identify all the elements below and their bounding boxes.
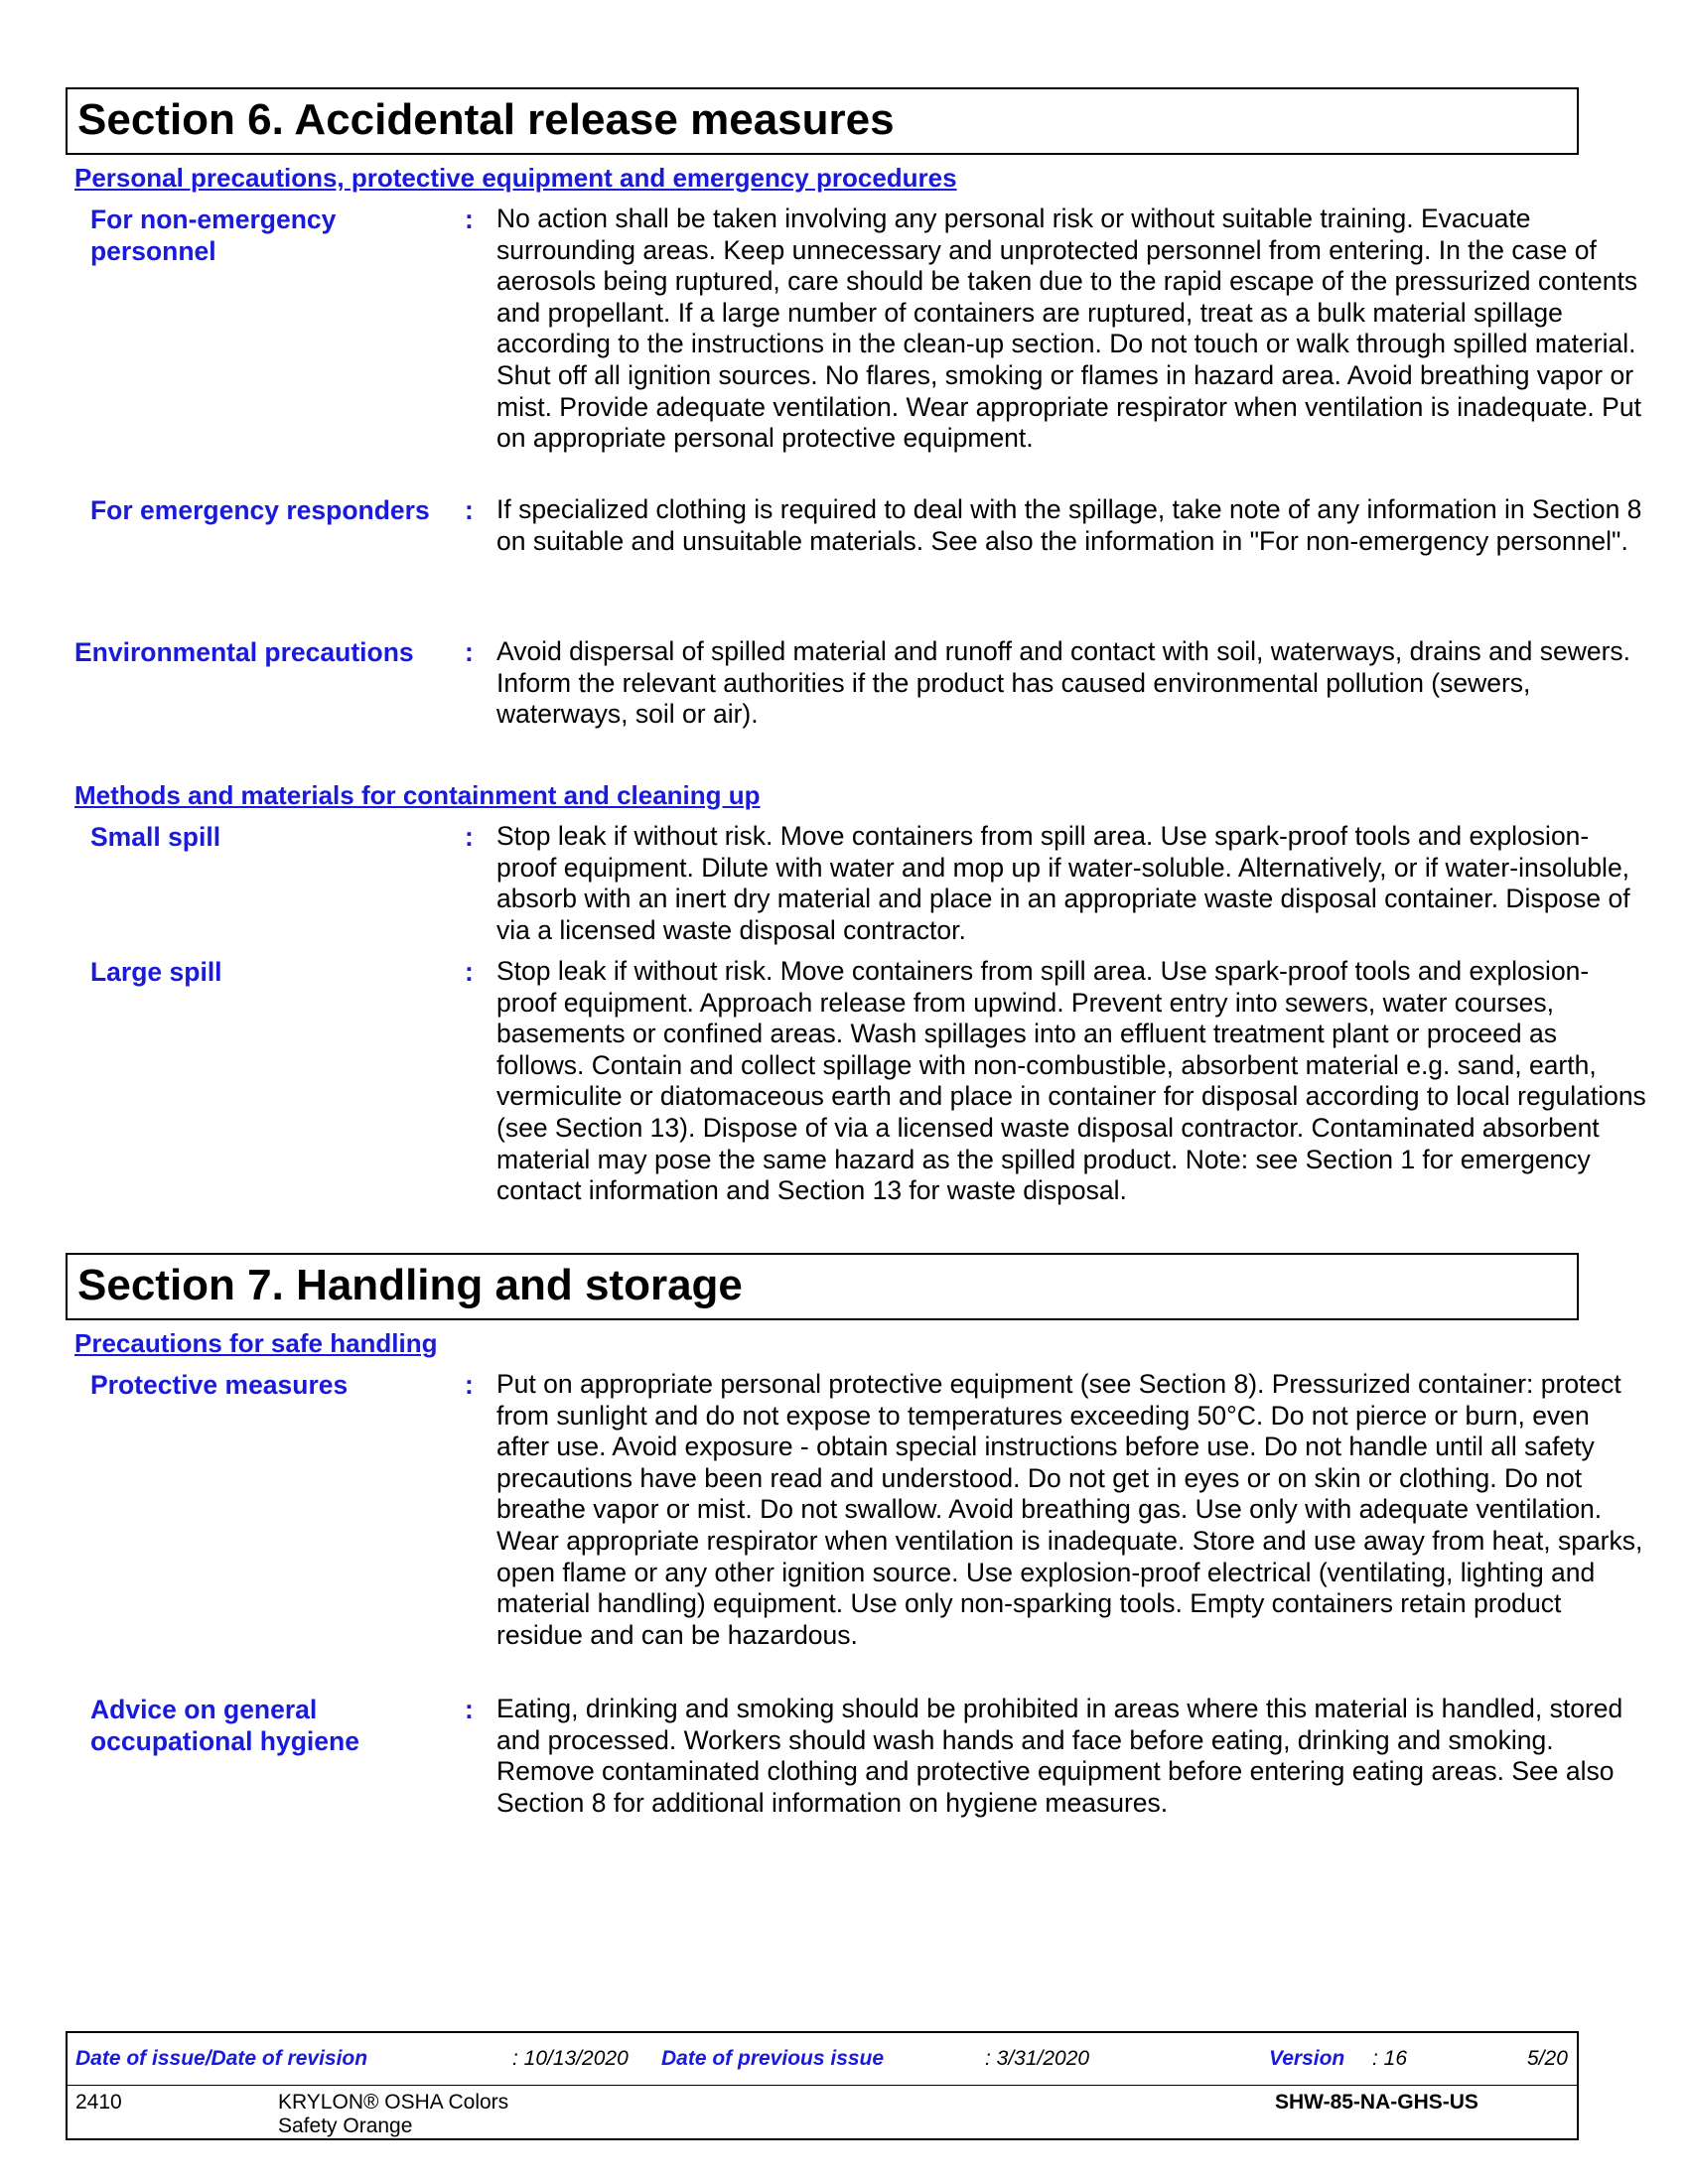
previous-issue-label: Date of previous issue [661, 2047, 885, 2070]
methods-heading: Methods and materials for containment and cleaning up [74, 780, 761, 810]
hygiene-text: Eating, drinking and smoking should be prohibited in areas where this material is handled, stored and processed. Workers should wash hands and face before eating, drinking and smoking. Remove contaminated clothing and protective equipment before entering eating areas. See also Section 8 for additional information on hygiene measures. [496, 1694, 1623, 1818]
product-code: 2410 [75, 2091, 122, 2114]
large-spill-label: Large spill [90, 957, 222, 987]
precautions-heading: Precautions for safe handling [74, 1328, 438, 1358]
large-spill-text: Stop leak if without risk. Move containers from spill area. Use spark-proof tools and explosion-proof equipment. Approach release from upwind. Prevent entry into sewers, water courses, basements or confined areas. Wash spillages into an effluent treatment plant or proceed as follows. Contain and collect spillage with non-combustible, absorbent material e.g. sand, earth, vermiculite or diatomaceous earth and place in container for disposal according to local regulations (see Section 13). Dispose of via a licensed waste disposal contractor. Contaminated absorbent material may pose the same hazard as the spilled product. Note: see Section 1 for emergency contact information and Section 13 for waste disposal. [496, 956, 1646, 1206]
colon: : [465, 957, 474, 987]
emergency-responders-text: If specialized clothing is required to deal with the spillage, take note of any information in Section 8 on suitable and unsuitable materials. See also the information in "For non-emergency personnel". [496, 494, 1642, 556]
non-emergency-text: No action shall be taken involving any personal risk or without suitable training. Evacuate surrounding areas. Keep unnecessary and unprotected personnel from entering. In the case of aerosols being ruptured, care should be taken due to the rapid escape of the pressurized contents and propellant. If a large number of containers are ruptured, treat as a bulk material spillage according to the instructions in the clean-up section. Do not touch or walk through spilled material. Shut off all ignition sources. No flares, smoking or flames in hazard area. Avoid breathing vapor or mist. Provide adequate ventilation. Wear appropriate respirator when ventilation is inadequate. Put on appropriate personal protective equipment. [496, 204, 1641, 454]
section-6-title: Section 6. Accidental release measures [77, 95, 895, 144]
colon: : [465, 637, 474, 667]
colon: : [465, 1695, 474, 1724]
colon: : [465, 495, 474, 525]
previous-issue-value: : 3/31/2020 [985, 2047, 1090, 2070]
protective-measures-text: Put on appropriate personal protective equipment (see Section 8). Pressurized container: protect from sunlight and do not expose to temperatures exceeding 50°C. Do not pierce or burn, even after use. Avoid exposure - obtain special instructions before use. Do not handle until all safety precautions have been read and understood. Do not get in eyes or on skin or clothing. Do not breathe vapor or mist. Do not swallow. Avoid breathing gas. Use only with adequate ventilation. Wear appropriate respirator when ventilation is inadequate. Store and use away from heat, sparks, open flame or any other ignition source. Use explosion-proof electrical (ventilating, lighting and material handling) equipment. Use only non-sparking tools. Empty containers retain product residue and can be hazardous. [496, 1369, 1643, 1650]
date-issue-label: Date of issue/Date of revision [75, 2047, 368, 2070]
section-6-header [66, 87, 1579, 155]
non-emergency-label: For non-emergency personnel [90, 205, 337, 266]
colon: : [465, 1370, 474, 1400]
product-name-line1: KRYLON® OSHA Colors [278, 2091, 509, 2114]
colon: : [465, 822, 474, 852]
document-id: SHW-85-NA-GHS-US [1275, 2091, 1478, 2114]
small-spill-label: Small spill [90, 822, 221, 852]
page-number: 5/20 [1527, 2047, 1568, 2070]
personal-precautions-heading: Personal precautions, protective equipment and emergency procedures [74, 163, 957, 193]
protective-measures-label: Protective measures [90, 1370, 349, 1400]
page-footer [66, 2031, 1579, 2140]
product-name-line2: Safety Orange [278, 2115, 413, 2137]
version-value: : 16 [1372, 2047, 1408, 2070]
colon: : [465, 205, 474, 234]
environmental-label: Environmental precautions [74, 637, 414, 667]
version-label: Version [1269, 2047, 1345, 2070]
date-issue-value: : 10/13/2020 [512, 2047, 629, 2070]
section-7-header [66, 1253, 1579, 1320]
environmental-text: Avoid dispersal of spilled material and runoff and contact with soil, waterways, drains and sewers. Inform the relevant authorities if the product has caused environmental pollution (sewers, waterways, soil or air). [496, 636, 1631, 730]
section-7-title: Section 7. Handling and storage [77, 1261, 743, 1309]
small-spill-text: Stop leak if without risk. Move containers from spill area. Use spark-proof tools and explosion-proof equipment. Dilute with water and mop up if water-soluble. Alternatively, or if water-insoluble, absorb with an inert dry material and place in an appropriate waste disposal container. Dispose of via a licensed waste disposal contractor. [496, 821, 1630, 945]
hygiene-label: Advice on general occupational hygiene [90, 1695, 359, 1756]
footer-divider [68, 2085, 1577, 2086]
emergency-responders-label: For emergency responders [90, 495, 430, 525]
